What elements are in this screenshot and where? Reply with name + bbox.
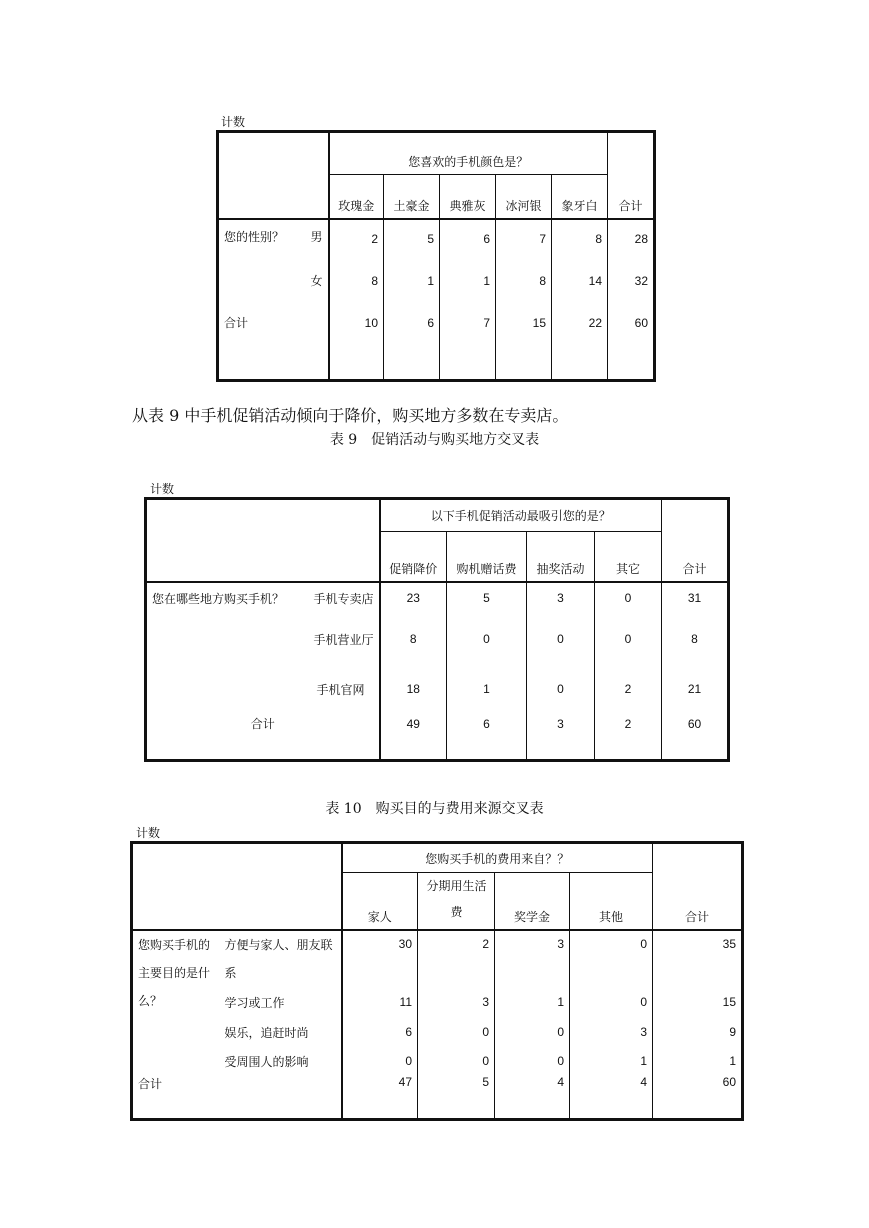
table10-total-label: 合计: [138, 1077, 163, 1091]
table9-row-label: 手机专卖店: [313, 591, 374, 606]
table9-count-label: 计数: [150, 482, 175, 496]
table8-crosstab: [216, 130, 656, 382]
table9-cell: 8: [380, 614, 447, 665]
table8-total-cell: 7: [440, 303, 496, 343]
table8-col-header: 土豪金: [384, 175, 440, 219]
table10-cell: 0: [342, 1047, 418, 1075]
table10-caption: 表 10 购买目的与费用来源交叉表: [325, 801, 544, 817]
table10-cell: 1: [729, 1054, 737, 1068]
table10-cell: 3: [418, 987, 495, 1017]
table9-cell: 3: [527, 582, 595, 614]
table10-cell: 2: [418, 930, 495, 987]
table10-col-header: 分期用生活费: [418, 873, 495, 931]
table10-row-group-label: 您购买手机的主要目的是什么？: [138, 938, 211, 1008]
table10-cell: 0: [495, 1047, 570, 1075]
table10-cell: 11: [342, 987, 418, 1017]
table8-col-header: 合计: [608, 132, 655, 219]
table8-corner: [218, 132, 329, 219]
table10-cell: 6: [342, 1017, 418, 1047]
table8-header-question: 您喜欢的手机颜色是？: [329, 132, 608, 175]
table10-cell: 1: [495, 987, 570, 1017]
table10-total-cell: 47: [342, 1075, 418, 1099]
table8-col-header: 玫瑰金: [329, 175, 384, 219]
table9-cell: 8: [691, 632, 698, 646]
table8-total-cell: 15: [496, 303, 552, 343]
table10-cell: 30: [342, 930, 418, 987]
table9-cell: 31: [687, 591, 702, 605]
table8-cell: 5: [384, 219, 440, 259]
table9-col-header: 合计: [662, 499, 729, 582]
table9-col-header: 其它: [595, 532, 662, 582]
table8-cell: 14: [552, 259, 608, 303]
table8-col-header: 冰河银: [496, 175, 552, 219]
table9-row-header: [146, 582, 380, 614]
table8-count-label: 计数: [221, 115, 246, 129]
table10-cell: 0: [418, 1017, 495, 1047]
table8-cell: 8: [496, 259, 552, 303]
table9-header-question: 以下手机促销活动最吸引您的是？: [380, 499, 662, 532]
table10-cell: 15: [722, 995, 737, 1009]
body-paragraph: 从表 9 中手机促销活动倾向于降价，购买地方多数在专卖店。: [132, 406, 569, 425]
table8-total-cell: 60: [634, 315, 649, 330]
table8-total-label: 合计: [218, 303, 329, 343]
table9-cell: 5: [447, 582, 527, 614]
table8-total-cell: 22: [552, 303, 608, 343]
table10-cell: 0: [418, 1047, 495, 1075]
table9-cell: 0: [595, 582, 662, 614]
table9-corner: [146, 499, 380, 582]
table9-total-cell: 3: [527, 714, 595, 734]
table9-caption: 表 9 促销活动与购买地方交叉表: [329, 432, 540, 448]
table9-col-header: 购机赠话费: [447, 532, 527, 582]
table10-row-label: 学习或工作: [220, 987, 342, 1017]
table9-cell: 2: [595, 665, 662, 714]
table9-row-group-label: 您在哪些地方购买手机？: [152, 591, 285, 606]
table8-total-cell: 6: [384, 303, 440, 343]
table10-row-label: 娱乐，追赶时尚: [220, 1017, 342, 1047]
table8-row-label: 男: [310, 229, 323, 244]
table9-cell: 1: [447, 665, 527, 714]
table10-cell: 0: [495, 1017, 570, 1047]
table10-col-header: 合计: [653, 843, 743, 931]
table9-total-label: 合计: [146, 714, 380, 734]
table9-total-cell: 60: [687, 716, 702, 731]
table10-cell: 3: [495, 930, 570, 987]
table10-total-cell: 4: [570, 1075, 653, 1099]
table10-row-label: 方便与家人、朋友联系: [220, 930, 342, 987]
table9-cell: 0: [447, 614, 527, 665]
table9-total-cell: 49: [380, 714, 447, 734]
table8-spacer: [218, 343, 329, 381]
table9-total-cell: 6: [447, 714, 527, 734]
table10-cell: 35: [722, 937, 737, 951]
table10-cell: 3: [570, 1017, 653, 1047]
table10-header-question: 您购买手机的费用来自？？: [342, 843, 653, 873]
table10-cell: 0: [570, 930, 653, 987]
table10-total-cell: 60: [722, 1075, 737, 1089]
table8-cell: 32: [634, 273, 649, 288]
table9-cell: 0: [527, 614, 595, 665]
table9-row-label: 手机营业厅: [146, 614, 380, 665]
table8-cell: 8: [329, 259, 384, 303]
table8-cell: 7: [496, 219, 552, 259]
table8-cell: 28: [634, 232, 649, 246]
table8-col-header: 象牙白: [552, 175, 608, 219]
table8-col-header: 典雅灰: [440, 175, 496, 219]
table9-cell: 0: [595, 614, 662, 665]
table9-col-header: 促销降价: [380, 532, 447, 582]
table8-row-group-label: 您的性别？: [224, 229, 285, 244]
table10-corner: [132, 843, 342, 931]
table10-count-label: 计数: [136, 826, 161, 840]
table8-cell: 6: [440, 219, 496, 259]
table10-cell: 1: [570, 1047, 653, 1075]
table10-total-cell: 4: [495, 1075, 570, 1099]
table9-cell: 23: [380, 582, 447, 614]
table9-cell: 21: [687, 682, 702, 696]
table8-row-label: 女: [218, 259, 329, 303]
table10-col-header: 奖学金: [495, 873, 570, 931]
table10-col-header: 家人: [342, 873, 418, 931]
table8-total-cell: 10: [329, 303, 384, 343]
table10-crosstab: [130, 841, 744, 1121]
table10-cell: 9: [729, 1025, 737, 1039]
table9-cell: 0: [527, 665, 595, 714]
table8-cell: 1: [384, 259, 440, 303]
table10-col-header: 其他: [570, 873, 653, 931]
table8-cell: 8: [552, 219, 608, 259]
table10-cell: 0: [570, 987, 653, 1017]
table9-cell: 18: [380, 665, 447, 714]
table8-cell: 2: [329, 219, 384, 259]
table8-cell: 1: [440, 259, 496, 303]
table9-spacer: [146, 734, 380, 761]
table10-total-cell: 5: [418, 1075, 495, 1099]
table10-row-label: 受周围人的影响: [220, 1047, 342, 1075]
table9-total-cell: 2: [595, 714, 662, 734]
table9-col-header: 抽奖活动: [527, 532, 595, 582]
table9-row-label: 手机官网: [146, 665, 380, 714]
table9-crosstab: [144, 497, 730, 762]
table8-row-header: [218, 219, 329, 259]
